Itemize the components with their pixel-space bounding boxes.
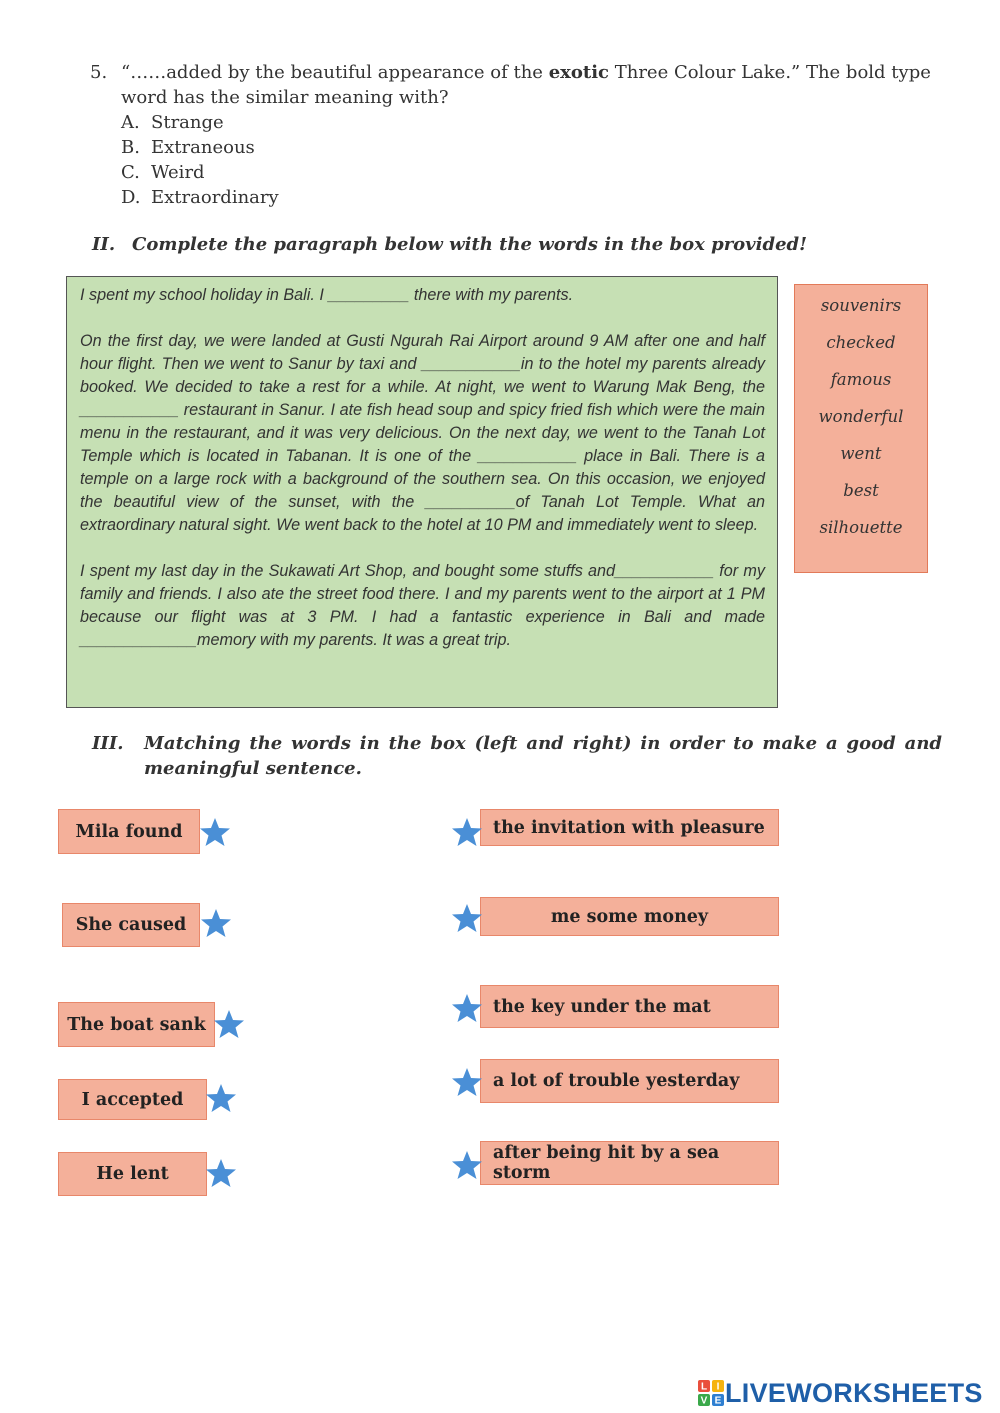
match-right-5: after being hit by a sea storm	[480, 1141, 779, 1185]
question-5	[90, 60, 950, 210]
logo-icon	[697, 1379, 725, 1407]
question-number: 5.	[90, 62, 108, 83]
section-3-heading: III. Matching the words in the box (left and right) in order to make a good and meaningful sentence.	[92, 733, 942, 779]
paragraph-box	[66, 276, 778, 708]
section-2-heading: II. Complete the paragraph below with the words in the box provided!	[92, 234, 808, 255]
word-bank-item: famous	[830, 370, 892, 389]
svg-text:I: I	[716, 1381, 720, 1393]
svg-text:V: V	[700, 1395, 708, 1407]
option-b[interactable]: B. Extraneous	[121, 137, 255, 158]
star-connector-icon[interactable]	[200, 907, 232, 939]
svg-text:L: L	[700, 1381, 708, 1393]
star-connector-icon[interactable]	[451, 992, 483, 1024]
star-connector-icon[interactable]	[451, 816, 483, 848]
liveworksheets-logo	[697, 1376, 983, 1410]
paragraph-3: I spent my last day in the Sukawati Art Shop, and bought some stuffs and___________ for my family and friends. I also ate the street food there. I and my parents went to the airport at 1 PM because our flight was at 3 PM. I had a fantastic experience in Bali and made _____________memory with my parents. It was a great trip.	[80, 562, 765, 649]
word-bank	[794, 284, 928, 573]
bold-word: exotic	[548, 62, 609, 83]
word-bank-item: wonderful	[818, 407, 904, 426]
star-connector-icon[interactable]	[205, 1082, 237, 1114]
match-left-1: Mila found	[58, 809, 200, 854]
svg-text:E: E	[714, 1395, 722, 1407]
word-bank-item: went	[840, 444, 882, 463]
brand-name: LIVEWORKSHEETS	[725, 1377, 983, 1408]
answer-options	[121, 110, 950, 210]
question-stem: “……added by the beautiful appearance of the exotic Three Colour Lake.” The bold type word has the similar meaning with?	[121, 62, 931, 108]
option-c[interactable]: C. Weird	[121, 162, 205, 183]
match-left-4: I accepted	[58, 1079, 207, 1120]
match-right-1: the invitation with pleasure	[480, 809, 779, 846]
paragraph-2: On the first day, we were landed at Gusti Ngurah Rai Airport around 9 AM after one and half hour flight. Then we went to Sanur by taxi and ___________in to the hotel my parents already booked. We decided to take a rest for a while. At night, we went to Warung Mak Beng, the ___________ restaurant in Sanur. I ate fish head soup and spicy fried fish which were the main menu in the restaurant, and it was very delicious. On the next day, we went to the Tanah Lot Temple which is located in Tabanan. It is one of the ___________ place in Bali. There is a temple on a large rock with a background of the southern sea. On this occasion, we enjoyed the beautiful view of the sunset, with the __________of Tanah Lot Temple. What an extraordinary natural sight. We went back to the hotel at 10 PM and immediately went to sleep.	[80, 332, 765, 534]
option-d[interactable]: D. Extraordinary	[121, 187, 279, 208]
word-bank-item: souvenirs	[820, 296, 902, 315]
word-bank-item: best	[843, 481, 879, 500]
option-a[interactable]: A. Strange	[121, 112, 224, 133]
star-connector-icon[interactable]	[213, 1008, 245, 1040]
paragraph-1: I spent my school holiday in Bali. I _________ there with my parents.	[80, 286, 574, 304]
match-left-5: He lent	[58, 1152, 207, 1196]
match-left-2: She caused	[62, 903, 200, 947]
star-connector-icon[interactable]	[199, 816, 231, 848]
star-connector-icon[interactable]	[451, 1149, 483, 1181]
star-connector-icon[interactable]	[205, 1157, 237, 1189]
match-right-2: me some money	[480, 897, 779, 936]
match-right-3: the key under the mat	[480, 985, 779, 1028]
word-bank-item: checked	[826, 333, 896, 352]
star-connector-icon[interactable]	[451, 1066, 483, 1098]
match-right-4: a lot of trouble yesterday	[480, 1059, 779, 1103]
word-bank-item: silhouette	[819, 518, 903, 537]
match-left-3: The boat sank	[58, 1002, 215, 1047]
star-connector-icon[interactable]	[451, 902, 483, 934]
